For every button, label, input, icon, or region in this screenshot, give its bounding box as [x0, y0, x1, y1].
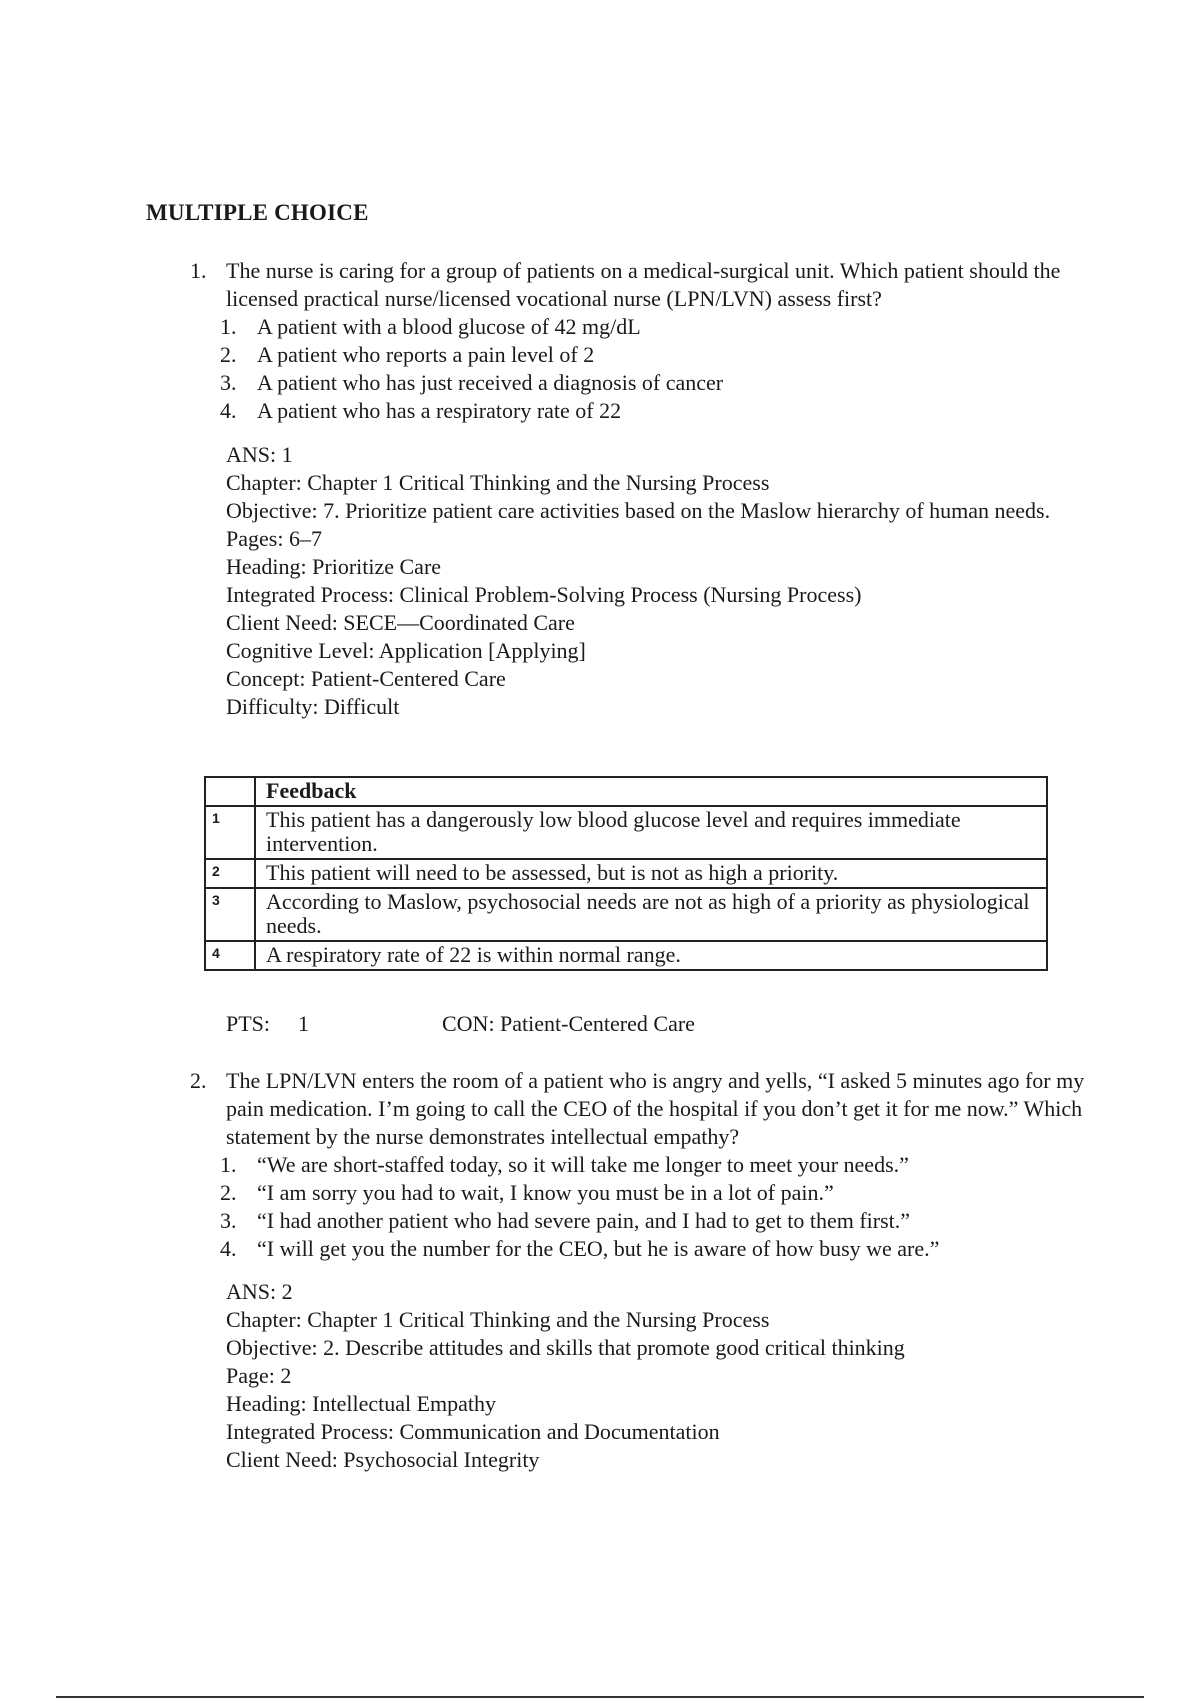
option-number: 3.: [220, 1208, 237, 1233]
option-number: 1.: [220, 314, 237, 339]
feedback-number-header: [205, 777, 255, 806]
option-text: “I am sorry you had to wait, I know you must be in a lot of pain.”: [257, 1180, 834, 1205]
question-1-metadata: [226, 441, 1106, 721]
question-number: 1.: [190, 258, 207, 283]
client-need-line: Client Need: SECE—Coordinated Care: [226, 610, 575, 635]
chapter-line: Chapter: Chapter 1 Critical Thinking and the Nursing Process: [226, 470, 770, 495]
section-title: MULTIPLE CHOICE: [146, 200, 369, 225]
answer-option: [220, 1235, 1120, 1263]
question-2-metadata: [226, 1278, 1106, 1474]
answer-line: ANS: 1: [226, 442, 293, 467]
answer-option: [220, 1151, 1120, 1179]
points-label: PTS:: [226, 1011, 271, 1036]
pages-line: Pages: 6–7: [226, 526, 322, 551]
answer-option: [220, 369, 1120, 397]
objective-line: Objective: 7. Prioritize patient care activities based on the Maslow hierarchy of human needs.: [226, 498, 1051, 523]
concept-tag: CON: Patient-Centered Care: [442, 1011, 695, 1036]
page-line: Page: 2: [226, 1363, 292, 1388]
option-text: “We are short-staffed today, so it will take me longer to meet your needs.”: [257, 1152, 909, 1177]
option-text: “I had another patient who had severe pain, and I had to get to them first.”: [257, 1208, 911, 1233]
option-text: “I will get you the number for the CEO, but he is aware of how busy we are.”: [257, 1236, 940, 1261]
option-number: 4.: [220, 1236, 237, 1261]
feedback-text: This patient has a dangerously low blood glucose level and requires immediate intervention.: [255, 806, 1047, 859]
feedback-table: [204, 776, 1048, 971]
footer-rule: [56, 1696, 1144, 1698]
chapter-line: Chapter: Chapter 1 Critical Thinking and the Nursing Process: [226, 1307, 770, 1332]
feedback-number: 3: [205, 888, 255, 941]
feedback-number: 1: [205, 806, 255, 859]
feedback-text: This patient will need to be assessed, but is not as high a priority.: [255, 859, 1047, 888]
option-text: A patient who reports a pain level of 2: [257, 342, 595, 367]
feedback-text: According to Maslow, psychosocial needs are not as high of a priority as physiological needs.: [255, 888, 1047, 941]
feedback-text: A respiratory rate of 22 is within normal range.: [255, 941, 1047, 970]
feedback-header: Feedback: [255, 777, 1047, 806]
question-number: 2.: [190, 1068, 207, 1093]
concept-line: Concept: Patient-Centered Care: [226, 666, 506, 691]
feedback-row: [205, 941, 1047, 970]
feedback-row: [205, 806, 1047, 859]
answer-option: [220, 313, 1120, 341]
feedback-header-row: [205, 777, 1047, 806]
integrated-process-line: Integrated Process: Communication and Documentation: [226, 1419, 720, 1444]
answer-option: [220, 341, 1120, 369]
answer-options: [220, 1151, 1120, 1263]
integrated-process-line: Integrated Process: Clinical Problem-Solving Process (Nursing Process): [226, 582, 862, 607]
difficulty-line: Difficulty: Difficult: [226, 694, 400, 719]
answer-option: [220, 1179, 1120, 1207]
option-number: 2.: [220, 342, 237, 367]
option-number: 3.: [220, 370, 237, 395]
points-value: 1: [298, 1011, 309, 1036]
question-1: [190, 257, 1120, 425]
feedback-row: [205, 888, 1047, 941]
option-number: 4.: [220, 398, 237, 423]
feedback-number: 4: [205, 941, 255, 970]
answer-options: [220, 313, 1120, 425]
feedback-row: [205, 859, 1047, 888]
option-text: A patient who has a respiratory rate of 22: [257, 398, 622, 423]
option-text: A patient with a blood glucose of 42 mg/dL: [257, 314, 641, 339]
question-2: [190, 1067, 1120, 1263]
answer-line: ANS: 2: [226, 1279, 293, 1304]
heading-line: Heading: Intellectual Empathy: [226, 1391, 497, 1416]
question-stem: The LPN/LVN enters the room of a patient who is angry and yells, “I asked 5 minutes ago for my pain medication. I’m going to call the CEO of the hospital if you don’t get it for me now.” Which statement by the nurse demonstrates intellectual empathy?: [226, 1068, 1085, 1149]
answer-option: [220, 397, 1120, 425]
answer-option: [220, 1207, 1120, 1235]
client-need-line: Client Need: Psychosocial Integrity: [226, 1447, 540, 1472]
option-number: 1.: [220, 1152, 237, 1177]
question-stem: The nurse is caring for a group of patients on a medical-surgical unit. Which patient should the licensed practical nurse/licensed vocational nurse (LPN/LVN) assess first?: [226, 258, 1061, 311]
option-number: 2.: [220, 1180, 237, 1205]
heading-line: Heading: Prioritize Care: [226, 554, 442, 579]
cognitive-level-line: Cognitive Level: Application [Applying]: [226, 638, 586, 663]
option-text: A patient who has just received a diagnosis of cancer: [257, 370, 724, 395]
objective-line: Objective: 2. Describe attitudes and skills that promote good critical thinking: [226, 1335, 905, 1360]
feedback-number: 2: [205, 859, 255, 888]
